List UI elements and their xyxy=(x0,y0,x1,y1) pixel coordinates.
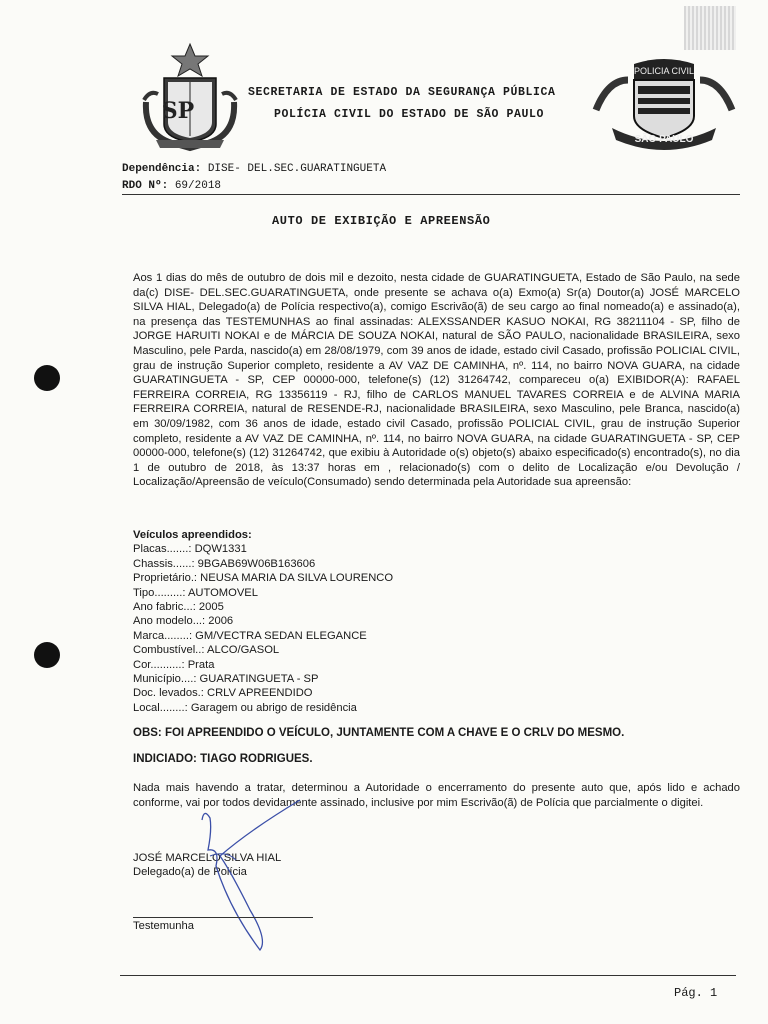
header-secretaria: SECRETARIA DE ESTADO DA SEGURANÇA PÚBLICA xyxy=(248,86,556,99)
rdo-value: 69/2018 xyxy=(174,180,222,192)
vehicle-row xyxy=(133,571,393,585)
vehicle-field-value: 2005 xyxy=(198,601,224,614)
witness-line xyxy=(133,917,313,918)
vehicle-field-value: 9BGAB69W06B163606 xyxy=(197,557,316,570)
signatory-role: Delegado(a) de Polícia xyxy=(133,866,247,879)
punch-hole-top xyxy=(34,365,60,391)
signatory-name: JOSÉ MARCELO SILVA HIAL xyxy=(133,852,282,864)
vehicle-section xyxy=(133,528,393,715)
rdo-line xyxy=(122,180,221,192)
vehicle-row xyxy=(133,686,393,700)
vehicle-field-label: Doc. levados.: xyxy=(133,687,204,700)
emblem-letters: SP xyxy=(161,98,195,124)
vehicle-field-label: Placas.......: xyxy=(133,543,192,556)
vehicle-field-label: Ano modelo...: xyxy=(133,615,206,628)
header-policia: POLÍCIA CIVIL DO ESTADO DE SÃO PAULO xyxy=(274,108,545,121)
dependencia-label: Dependência: xyxy=(122,163,202,175)
vehicle-field-value: ALCO/GASOL xyxy=(207,644,280,657)
dependencia-value: DISE- DEL.SEC.GUARATINGUETA xyxy=(207,163,387,175)
vehicle-row xyxy=(133,658,393,672)
vehicle-field-label: Chassis......: xyxy=(133,557,195,570)
document-title: AUTO DE EXIBIÇÃO E APREENSÃO xyxy=(272,214,491,228)
closing-text: Nada mais havendo a tratar, determinou a Autoridade o encerramento do presente auto que, após lido e achado conforme, vai por todos devidamente assinado, inclusive por mim Escrivão(ã) de Polícia que parcialmente o digitei. xyxy=(133,782,740,809)
scan-stamp xyxy=(684,6,736,50)
vehicle-row xyxy=(133,701,393,715)
policia-civil-emblem xyxy=(588,50,740,150)
vehicle-field-value: CRLV APREENDIDO xyxy=(207,687,313,700)
vehicle-heading: Veículos apreendidos: xyxy=(133,529,252,541)
vehicle-field-value: DQW1331 xyxy=(194,543,247,556)
vehicle-field-label: Marca........: xyxy=(133,629,193,642)
vehicle-field-label: Tipo.........: xyxy=(133,586,186,599)
vehicle-field-value: GM/VECTRA SEDAN ELEGANCE xyxy=(195,629,367,642)
vehicle-field-value: 2006 xyxy=(208,615,234,628)
sp-state-emblem xyxy=(136,42,244,152)
dependencia-line xyxy=(122,163,386,175)
vehicle-row xyxy=(133,672,393,686)
footer-rule xyxy=(120,975,736,976)
vehicle-field-label: Município....: xyxy=(133,673,197,686)
vehicle-row xyxy=(133,557,393,571)
vehicle-field-label: Cor..........: xyxy=(133,658,185,671)
body-text: Aos 1 dias do mês de outubro de dois mil e dezoito, nesta cidade de GUARATINGUETA, Estado de São Paulo, na sede da(c) DISE- DEL.SEC.GUARATINGUETA, onde presente se achava o(a) Exmo(a) Sr(a) Doutor(a) JOSÉ MARCELO SILVA HIAL, Delegado(a) de Polícia respectivo(a), comigo Escrivão(ã) de seu cargo ao final nomeado(a) e assinado(a), na presença das TESTEMUNHAS ao final assinadas: ALEXSSANDER KASUO NOKAI, RG 38211104 - SP, filho de JORGE HARUITI NOKAI e de MÁRCIA DE SOUZA NOKAI, natural de SÃO PAULO, nacionalidade BRASILEIRA, sexo Masculino, pele Parda, nascido(a) em 28/08/1979, com 39 anos de idade, estado civil Casado, profissão POLICIAL CIVIL, grau de instrução Superior completo, residente a AV VAZ DE CAMINHA, nº. 114, no bairro NOVA GUARA, na cidade GUARATINGUETA - SP, CEP 00000-000, telefone(s) (12) 31264742, compareceu o(a) EXIBIDOR(A): RAFAEL FERREIRA CORREIA, RG 13356119 - RJ, filho de CARLOS MANUEL TAVARES CORREIA e de ALVINA MARIA FERREIRA CORREIA, natural de RESENDE-RJ, nacionalidade BRASILEIRA, sexo Masculino, pele Branca, nascido(a) em 30/09/1982, com 36 anos de idade, estado civil Casado, profissão POLICIAL CIVIL, grau de instrução Superior completo, residente a AV VAZ DE CAMINHA, nº. 114, no bairro NOVA GUARA, na cidade GUARATINGUETA - SP, CEP 00000-000, telefone(s) (12) 31264742, que exibiu à Autoridade o(s) objeto(s) abaixo especificado(s) encontrado(s), no dia 1 de outubro de 2018, às 13:37 horas em , relacionado(s) com o delito de Localização e/ou Devolução / Localização/Apreensão de veículo(Consumado) sendo determinada pela Autoridade sua apreensão: xyxy=(133,272,740,489)
vehicle-field-value: NEUSA MARIA DA SILVA LOURENCO xyxy=(200,572,394,585)
witness-label: Testemunha xyxy=(133,920,194,932)
page-number: Pág. 1 xyxy=(674,986,718,1000)
emblem-top-text: POLICIA CIVIL xyxy=(633,66,695,76)
vehicle-row xyxy=(133,629,393,643)
rdo-label: RDO Nº: xyxy=(122,180,169,192)
indiciado-text: INDICIADO: TIAGO RODRIGUES. xyxy=(133,753,313,765)
vehicle-field-value: Garagem ou abrigo de residência xyxy=(190,701,357,714)
vehicle-field-value: GUARATINGUETA - SP xyxy=(199,673,319,686)
vehicle-field-label: Local........: xyxy=(133,701,188,714)
vehicle-row xyxy=(133,542,393,556)
vehicle-field-value: Prata xyxy=(187,658,215,671)
handwritten-signature xyxy=(190,790,330,960)
vehicle-row xyxy=(133,643,393,657)
punch-hole-bottom xyxy=(34,642,60,668)
vehicle-field-label: Combustível..: xyxy=(133,644,205,657)
vehicle-row xyxy=(133,586,393,600)
vehicle-field-value: AUTOMOVEL xyxy=(187,586,258,599)
emblem-bottom-text: SÃO PAULO xyxy=(634,134,694,145)
obs-text: OBS: FOI APREENDIDO O VEÍCULO, JUNTAMENTE COM A CHAVE E O CRLV DO MESMO. xyxy=(133,727,625,739)
vehicle-field-label: Ano fabric...: xyxy=(133,601,196,614)
vehicle-row xyxy=(133,600,393,614)
vehicle-row xyxy=(133,614,393,628)
vehicle-field-label: Proprietário.: xyxy=(133,572,198,585)
header-rule xyxy=(122,194,740,195)
